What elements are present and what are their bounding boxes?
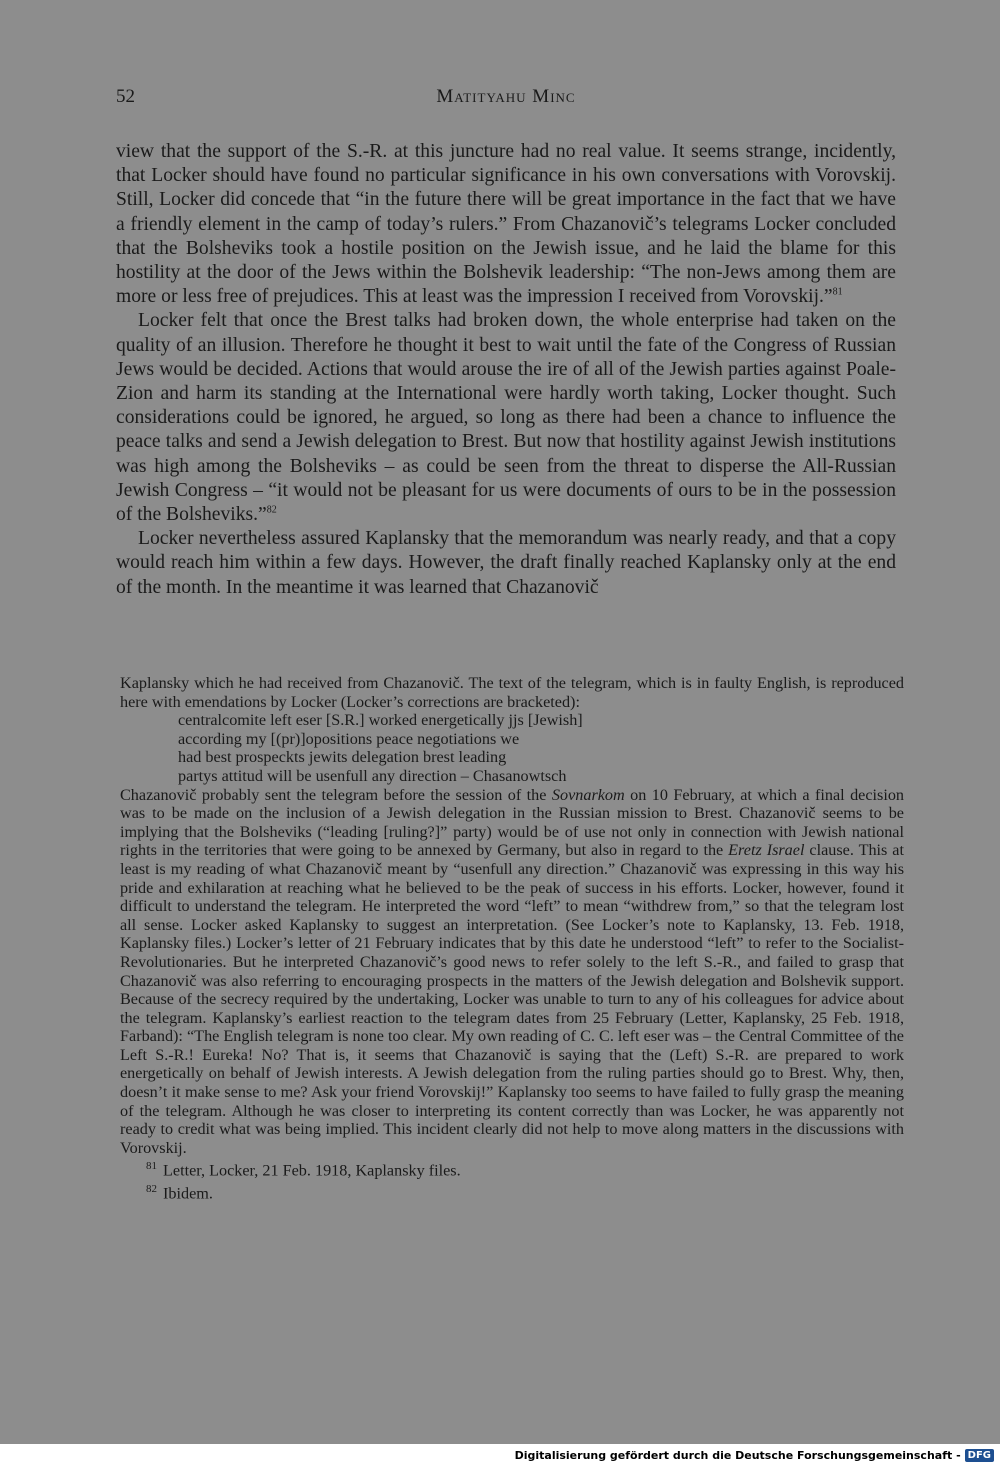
footer-credit: Digitalisierung gefördert durch die Deutsche Forschungsgemeinschaft - — [514, 1448, 961, 1462]
footnote-intro: Kaplansky which he had received from Chazanovič. The text of the telegram, which is in faulty English, is reproduced here with emendations by Locker (Locker’s corrections are bracketed): — [120, 674, 904, 711]
footnote-ref-82: 82 — [266, 504, 277, 516]
telegram-line: had best prospeckts jewits delegation brest leading — [178, 748, 507, 767]
sovnarkom-term: Sovnarkom — [551, 785, 625, 804]
page-header — [116, 86, 896, 112]
footnote-ref-81: 81 — [832, 286, 843, 298]
running-head: Matityahu Minc — [436, 86, 576, 107]
paragraph-3: Locker nevertheless assured Kaplansky that the memorandum was nearly ready, and that a copy would reach him within a few days. However, the draft finally reached Kaplansky only at the end of the month. In the meantime it was learned that Chazanovič — [116, 528, 896, 598]
paragraph-2: Locker felt that once the Brest talks had broken down, the whole enterprise had taken on the quality of an illusion. Therefore he thought it best to wait until the fate of the Congress of Russian Jews would be decided. Actions that would arouse the ire of all of the Jewish parties against Poale-Zion and harm its standing at the International were hardly worth taking, Locker thought. Such considerations could be ignored, he argued, so long as there had been a chance to influence the peace talks and send a Jewish delegation to Brest. But now that hostility against Jewish institutions was high among the Bolsheviks – as could be seen from the threat to disperse the All-Russian Jewish Congress – “it would not be pleasant for us were documents of ours to be in the possession of the Bolsheviks.”$^{82}$ — [116, 310, 896, 526]
dfg-logo: DFG — [965, 1449, 994, 1462]
digitization-footer — [515, 1446, 994, 1464]
footnotes — [120, 674, 904, 1203]
footnote-82: $^{82}$ Ibidem. — [146, 1183, 213, 1203]
telegram-line: according my [(pr)]opositions peace negotiations we — [178, 729, 520, 748]
main-text — [116, 140, 896, 600]
eretz-israel-term: Eretz Israel — [728, 841, 805, 860]
paragraph-1: view that the support of the S.-R. at this juncture had no real value. It seems strange, incidently, that Locker should have found no particular significance in his own conversations with Vorovskij. Still, Locker did concede that “in the future there will be great importance in the fact that we have a friendly element in the camp of today’s rulers.” From Chazanovič’s telegrams Locker concluded that the Bolsheviks took a hostile position on the Jewish issue, and he laid the blame for this hostility at the door of the Jews within the Bolshevik leadership: “The non-Jews among them are more or less free of prejudices. This at least was the impression I received from Vorovskij.”$^{81}$ — [116, 141, 896, 308]
telegram-line: centralcomite left eser [S.R.] worked energetically jjs [Jewish] — [178, 711, 583, 730]
page-number: 52 — [116, 86, 135, 107]
telegram-quote — [178, 711, 904, 785]
footnote-81: $^{81}$ Letter, Locker, 21 Feb. 1918, Kaplansky files. — [146, 1160, 461, 1180]
footnote-commentary: Chazanovič probably sent the telegram before the session of the Sovnarkom on 10 February, at which a final decision was to be made on the inclusion of a Jewish delegation in the Russian mission to Brest. Chazanovič seems to be implying that the Bolsheviks (“leading [ruling?]” party) would be of use not only in connection with Jewish national rights in the territories that were going to be annexed by Germany, but also in regard to the Eretz Israel clause. This at least is my reading of what Chazanovič meant by “usenfull any direction.” Chazanovič was expressing in this way his pride and exhilaration at reaching what he believed to be the peak of success in his efforts. Locker, however, found it difficult to understand the telegram. He interpreted the word “left” to mean “withdrew from,” so that the telegram lost all sense. Locker asked Kaplansky to suggest an interpretation. (See Locker’s note to Kaplansky, 13. Feb. 1918, Kaplansky files.) Locker’s letter of 21 February indicates that by this date he understood “left” to refer to the Socialist-Revolutionaries. But he interpreted Chazanovič’s good news to refer solely to the left S.-R., and failed to grasp that Chazanovič was also referring to encouraging prospects in the matters of the Jewish delegation and Bolshevik support. Because of the secrecy required by the undertaking, Locker was unable to turn to any of his colleagues for advice about the telegram. Kaplansky’s earliest reaction to the telegram dates from 25 February (Letter, Kaplansky, 25 Feb. 1918, Farband): “The English telegram is none too clear. My own reading of C. C. left eser was – the Central Committee of the Left S.-R.! Eureka! No? That is, it seems that Chazanovič is saying that the (Left) S.-R. are prepared to work energetically on behalf of Jewish interests. A Jewish delegation from the ruling parties should go to Brest. Why, then, doesn’t it make sense to me? Ask your friend Vorovskij!” Kaplansky too seems to have failed to fully grasp the meaning of the telegram. Although he was closer to interpreting its content correctly than was Locker, he was apparently not ready to credit what was being implied. This incident clearly did not help to move along matters in the discussions with Vorovskij. — [120, 785, 905, 1157]
telegram-line: partys attitud will be usenfull any direction – Chasanowtsch — [178, 766, 567, 785]
